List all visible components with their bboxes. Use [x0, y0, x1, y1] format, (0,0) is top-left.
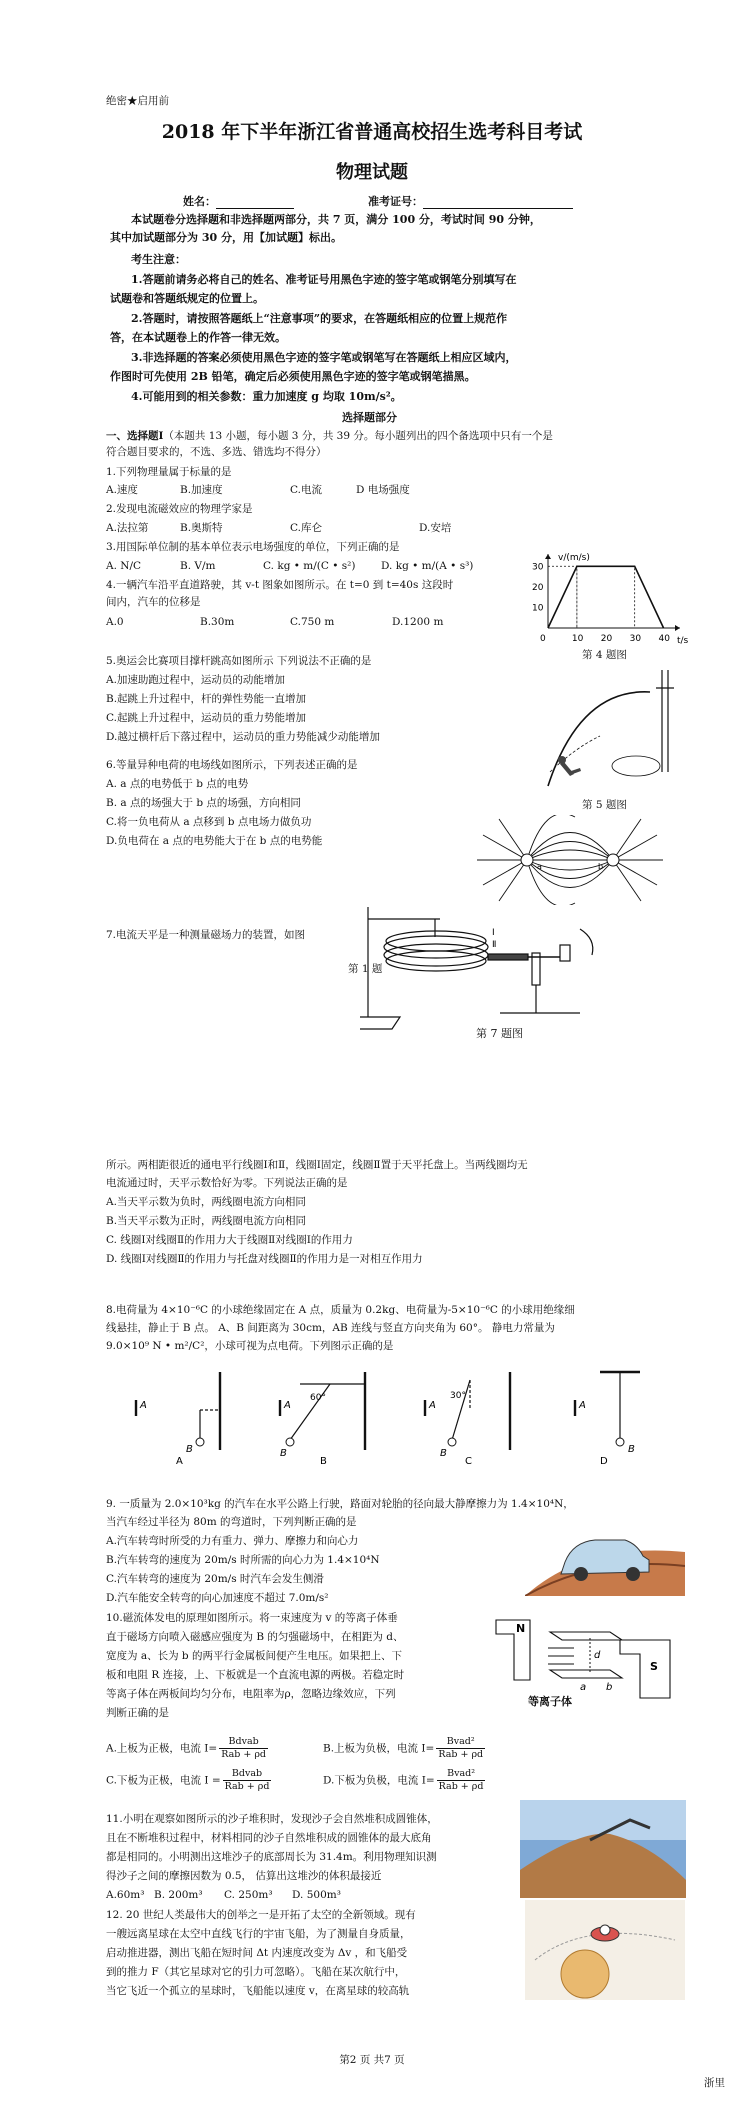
q10-d-numerator: Bvad²	[437, 1768, 486, 1781]
q10-line-6: 判断正确的是	[106, 1707, 169, 1719]
name-label: 姓名：	[183, 195, 216, 208]
notice-4: 4.可能用到的相关参数：重力加速度 g 均取 10m/s²。	[131, 390, 402, 403]
part1-heading-bold: 一、选择题Ⅰ	[106, 430, 164, 442]
q10-line-1: 10.磁流体发电的原理如图所示。将一束速度为 v 的等离子体垂	[106, 1612, 398, 1624]
fig10-pole-n: N	[516, 1622, 526, 1635]
fig8-a-point-b: B	[186, 1444, 193, 1455]
q12-line-4: 到的推力 F（其它星球对它的引力可忽略）。飞船在某次航行中，	[106, 1966, 406, 1978]
subject-title: 物理试题	[336, 162, 408, 183]
q10-b-denominator: Rab + ρd	[438, 1749, 484, 1760]
q10-option-c	[106, 1768, 273, 1793]
name-field	[183, 194, 294, 209]
q5-option-c: C.起跳上升过程中，运动员的重力势能增加	[106, 712, 306, 724]
q1-option-c: C.电流	[290, 484, 322, 496]
fig4-caption: 第 4 题图	[582, 649, 627, 661]
q9-option-c: C.汽车转弯的速度为 20m/s 时汽车会发生侧滑	[106, 1573, 324, 1585]
notice-1b: 试题卷和答题纸规定的位置上。	[110, 292, 264, 305]
q4-option-d: D.1200 m	[392, 616, 444, 628]
q10-d-denominator: Rab + ρd	[438, 1781, 484, 1792]
q10-d-fraction	[437, 1768, 486, 1793]
q12-line-3: 启动推进器，测出飞船在短时间 Δt 内速度改变为 Δv ，和飞船受	[106, 1947, 408, 1959]
fig5-athlete	[558, 756, 581, 776]
fig12-planet	[561, 1950, 609, 1998]
fig5-caption: 第 5 题图	[582, 799, 627, 811]
fig4-y-tick-30: 30	[532, 562, 544, 573]
fig6-electric-field-lines	[475, 815, 665, 905]
fig7-coil-1: Ⅰ	[492, 928, 495, 938]
q3-stem: 3.用国际单位制的基本单位表示电场强度的单位，下列正确的是	[106, 541, 400, 553]
id-label: 准考证号：	[368, 195, 423, 208]
q1-option-a: A.速度	[106, 484, 138, 496]
q4-stem-1: 4.一辆汽车沿平直道路驶，其 v-t 图象如图所示。在 t=0 到 t=40s 这段时	[106, 579, 454, 591]
q2-option-b: B.奥斯特	[180, 522, 223, 534]
q7-stem: 7.电流天平是一种测量磁场力的装置，如图	[106, 929, 306, 941]
q9-option-d: D.汽车能安全转弯的向心加速度不超过 7.0m/s²	[106, 1592, 329, 1604]
q5-option-b: B.起跳上升过程中，杆的弹性势能一直增加	[106, 693, 307, 705]
q2-stem: 2.发现电流磁效应的物理学家是	[106, 503, 253, 515]
fig4-x-tick-40: 40	[658, 634, 671, 644]
q7-option-a: A.当天平示数为负时，两线圈电流方向相同	[106, 1196, 306, 1208]
fig8-b-point-a: A	[284, 1400, 291, 1411]
q10-a-denominator: Rab + ρd	[221, 1749, 267, 1760]
fig10-pole-s: S	[650, 1660, 658, 1673]
fig6-positive-charge	[521, 854, 533, 866]
fig4-y-tick-10: 10	[532, 603, 544, 614]
q6-option-a: A. a 点的电势低于 b 点的电势	[106, 778, 249, 790]
fig4-x-tick-20: 20	[600, 634, 613, 644]
q8-line-2: 线悬挂，静止于 B 点。 A、B 间距离为 30cm，AB 连线与竖直方向夹角为 60°。 静电力常量为	[106, 1322, 555, 1334]
fig6-point-a: a	[537, 862, 542, 871]
q7-option-c: C. 线圈Ⅰ对线圈Ⅱ的作用力大于线圈Ⅱ对线圈Ⅰ的作用力	[106, 1234, 353, 1246]
q7-overlap-caption: 第 1 题	[348, 963, 383, 975]
q5-option-d: D.越过横杆后下落过程中，运动员的重力势能减少动能增加	[106, 731, 380, 743]
q10-line-2: 直于磁场方向喷入磁感应强度为 B 的匀强磁场中，在相距为 d、	[106, 1631, 404, 1643]
fig4-x-tick-30: 30	[629, 634, 642, 644]
notice-3b: 作图时可先使用 2B 铅笔，确定后必须使用黑色字迹的签字笔或钢笔描黑。	[110, 370, 476, 383]
q11-option-c: C. 250m³	[224, 1889, 273, 1901]
q2-option-c: C.库仑	[290, 522, 322, 534]
fig12-spaceship-planet	[525, 1900, 685, 2000]
fig7-coil-2: Ⅱ	[492, 940, 497, 950]
q3-option-a: A. N/C	[106, 560, 142, 572]
fig8-label-a: A	[176, 1456, 183, 1465]
q11-option-a: A.60m³	[106, 1889, 145, 1901]
q10-option-d	[323, 1768, 487, 1793]
fig9-car-turning-image	[525, 1522, 685, 1596]
q10-c-numerator: Bdvab	[223, 1768, 272, 1781]
fig10-caption: 等离子体	[528, 1695, 572, 1708]
fig8-c-point-b: B	[440, 1448, 447, 1459]
q6-stem: 6.等量异种电荷的电场线如图所示，下列表述正确的是	[106, 759, 358, 771]
corner-watermark: 浙里	[704, 2077, 725, 2089]
fig10-d-label: d	[594, 1650, 601, 1661]
q10-option-b	[323, 1736, 487, 1761]
q2-option-a: A.法拉第	[106, 522, 149, 534]
q9-option-a: A.汽车转弯时所受的力有重力、弹力、摩擦力和向心力	[106, 1535, 359, 1547]
notice-title: 考生注意：	[131, 253, 186, 266]
q11-line-4: 得沙子之间的摩擦因数为 0.5， 估算出这堆沙的体积最接近	[106, 1870, 382, 1882]
q4-stem-2: 间内，汽车的位移是	[106, 596, 201, 608]
notice-3a: 3.非选择题的答案必须使用黑色字迹的签字笔或钢笔写在答题纸上相应区域内，	[131, 351, 517, 364]
part1-heading-line2: 符合题目要求的，不选、多选、错选均不得分）	[106, 446, 327, 458]
intro-line-1: 本试题卷分选择题和非选择题两部分，共 7 页，满分 100 分，考试时间 90 分钟，	[131, 213, 541, 226]
q4-option-a: A.0	[106, 616, 124, 628]
part1-heading	[106, 429, 553, 443]
fig8-a-point-a: A	[140, 1400, 147, 1411]
q2-option-d: D.安培	[419, 522, 452, 534]
fig8-label-d: D	[600, 1456, 608, 1465]
q8-line-3: 9.0×10⁹ N • m²/C²，小球可视为点电荷。下列图示正确的是	[106, 1340, 394, 1352]
fig5-pole	[548, 692, 650, 786]
intro-line-2: 其中加试题部分为 30 分，用【加试题】标出。	[110, 231, 342, 244]
q10-b-numerator: Bvad²	[436, 1736, 485, 1749]
q10-line-5: 等离子体在两板间均匀分布，电阻率为ρ，忽略边缘效应，下列	[106, 1688, 396, 1700]
q9-line-2: 当汽车经过半径为 80m 的弯道时，下列判断正确的是	[106, 1516, 357, 1528]
fig8-c-point-a: A	[429, 1400, 436, 1411]
q3-option-c: C. kg • m/(C • s²)	[263, 560, 356, 572]
id-field	[368, 194, 573, 209]
fig4-data-line	[548, 566, 664, 628]
q7-option-d: D. 线圈Ⅰ对线圈Ⅱ的作用力与托盘对线圈Ⅱ的作用力是一对相互作用力	[106, 1253, 423, 1265]
fig8-d-point-a: A	[579, 1400, 586, 1411]
fig7-caption: 第 7 题图	[476, 1027, 523, 1040]
fig4-guide-lines	[548, 566, 635, 628]
fig8-angle-60: 60°	[310, 1393, 326, 1403]
q4-option-b: B.30m	[200, 616, 235, 628]
q5-stem: 5.奥运会比赛项目撑杆跳高如图所示 下列说法不正确的是	[106, 655, 372, 667]
q9-option-b: B.汽车转弯的速度为 20m/s 时所需的向心力为 1.4×10⁴N	[106, 1554, 380, 1566]
q10-b-fraction	[436, 1736, 485, 1761]
id-blank	[423, 196, 573, 209]
notice-2b: 答，在本试题卷上的作答一律无效。	[110, 331, 286, 344]
fig4-y-label: v/(m/s)	[558, 553, 590, 563]
fig4-vt-chart	[530, 548, 690, 648]
q10-a-prefix: A.上板为正极，电流 I=	[106, 1742, 218, 1755]
q10-b-prefix: B.上板为负极，电流 I=	[323, 1742, 435, 1755]
q7-line-2: 电流通过时，天平示数恰好为零。下列说法正确的是	[106, 1177, 348, 1189]
q10-c-fraction	[223, 1768, 272, 1793]
q10-c-denominator: Rab + ρd	[224, 1781, 270, 1792]
q7-line-1: 所示。两相距很近的通电平行线圈Ⅰ和Ⅱ，线圈Ⅰ固定，线圈Ⅱ置于天平托盘上。当两线圈均无	[106, 1159, 528, 1171]
fig10-mhd-generator	[490, 1610, 685, 1710]
q10-line-3: 宽度为 a、长为 b 的两平行金属板间便产生电压。如果把上、下	[106, 1650, 402, 1662]
q12-line-5: 当它飞近一个孤立的星球时，飞船能以速度 v，在离星球的较高轨	[106, 1985, 410, 1997]
q10-a-numerator: Bdvab	[219, 1736, 268, 1749]
name-blank	[216, 196, 294, 209]
q6-option-b: B. a 点的场强大于 b 点的场强，方向相同	[106, 797, 301, 809]
fig6-negative-charge	[607, 854, 619, 866]
q6-option-c: C.将一负电荷从 a 点移到 b 点电场力做负功	[106, 816, 312, 828]
q11-line-1: 11.小明在观察如图所示的沙子堆积时，发现沙子会自然堆积成圆锥体，	[106, 1813, 438, 1825]
q1-option-d: D 电场强度	[356, 484, 410, 496]
q10-option-a	[106, 1736, 270, 1761]
notice-2a: 2.答题时，请按照答题纸上“注意事项”的要求，在答题纸相应的位置上规范作	[131, 312, 508, 325]
fig8-label-b: B	[320, 1456, 327, 1465]
q1-stem: 1.下列物理量属于标量的是	[106, 466, 232, 478]
fig4-y-tick-20: 20	[532, 582, 544, 593]
q11-line-2: 且在不断堆积过程中，材料相同的沙子自然堆积成的圆锥体的最大底角	[106, 1832, 432, 1844]
q11-option-b: B. 200m³	[154, 1889, 203, 1901]
q3-option-b: B. V/m	[180, 560, 216, 572]
fig10-b-label: b	[606, 1682, 613, 1693]
q1-option-b: B.加速度	[180, 484, 223, 496]
q3-option-d: D. kg • m/(A • s³)	[381, 560, 474, 572]
part1-heading-rest: （本题共 13 小题，每小题 3 分，共 39 分。每小题列出的四个备选项中只有一个是	[163, 430, 553, 442]
fig8-d-point-b: B	[628, 1444, 635, 1455]
fig5-pole-vault-figure	[540, 668, 690, 788]
notice-1a: 1.答题前请务必将自己的姓名、准考证号用黑色字迹的签字笔或钢笔分别填写在	[131, 273, 517, 286]
q10-a-fraction	[219, 1736, 268, 1761]
fig4-origin: 0	[540, 634, 546, 644]
q10-c-prefix: C.下板为正极，电流 I =	[106, 1774, 221, 1787]
fig8-angle-30: 30°	[450, 1391, 466, 1401]
q11-line-3: 都是相同的。小明测出这堆沙子的底部周长为 31.4m。利用物理知识测	[106, 1851, 437, 1863]
secret-label: 绝密★启用前	[106, 95, 169, 107]
q12-line-2: 一艘远离星球在太空中直线飞行的宇宙飞船，为了测量自身质量，	[106, 1928, 411, 1940]
fig10-a-label: a	[580, 1682, 587, 1693]
fig7-current-balance	[360, 905, 640, 1035]
fig4-x-tick-10: 10	[571, 634, 584, 644]
q6-option-d: D.负电荷在 a 点的电势能大于在 b 点的电势能	[106, 835, 323, 847]
fig8-label-c: C	[465, 1456, 472, 1465]
q5-option-a: A.加速助跑过程中，运动员的动能增加	[106, 674, 285, 686]
q8-line-1: 8.电荷量为 4×10⁻⁶C 的小球绝缘固定在 A 点，质量为 0.2kg、电荷量为-5×10⁻⁶C 的小球用绝缘细	[106, 1304, 575, 1316]
q10-d-prefix: D.下板为负极，电流 I=	[323, 1774, 435, 1787]
fig6-point-b: b	[598, 862, 604, 871]
fig4-x-label: t/s	[677, 636, 689, 646]
q10-line-4: 板和电阻 R 连接，上、下板就是一个直流电源的两极。若稳定时	[106, 1669, 405, 1681]
fig8-options-diagram	[120, 1370, 680, 1465]
exam-title: 2018 年下半年浙江省普通高校招生选考科目考试	[161, 121, 583, 143]
fig8-b-point-b: B	[280, 1448, 287, 1459]
fig11-sand-pile-photo	[520, 1800, 686, 1898]
section-title: 选择题部分	[342, 411, 397, 424]
page-number: 第2 页 共7 页	[339, 2054, 405, 2066]
q4-option-c: C.750 m	[290, 616, 335, 628]
q7-option-b: B.当天平示数为正时，两线圈电流方向相同	[106, 1215, 307, 1227]
q12-line-1: 12. 20 世纪人类最伟大的创举之一是开拓了太空的全新领域。现有	[106, 1909, 416, 1921]
q9-line-1: 9. 一质量为 2.0×10³kg 的汽车在水平公路上行驶，路面对轮胎的径向最大静摩擦力为 1.4×10⁴N，	[106, 1498, 574, 1510]
q11-option-d: D. 500m³	[292, 1889, 341, 1901]
